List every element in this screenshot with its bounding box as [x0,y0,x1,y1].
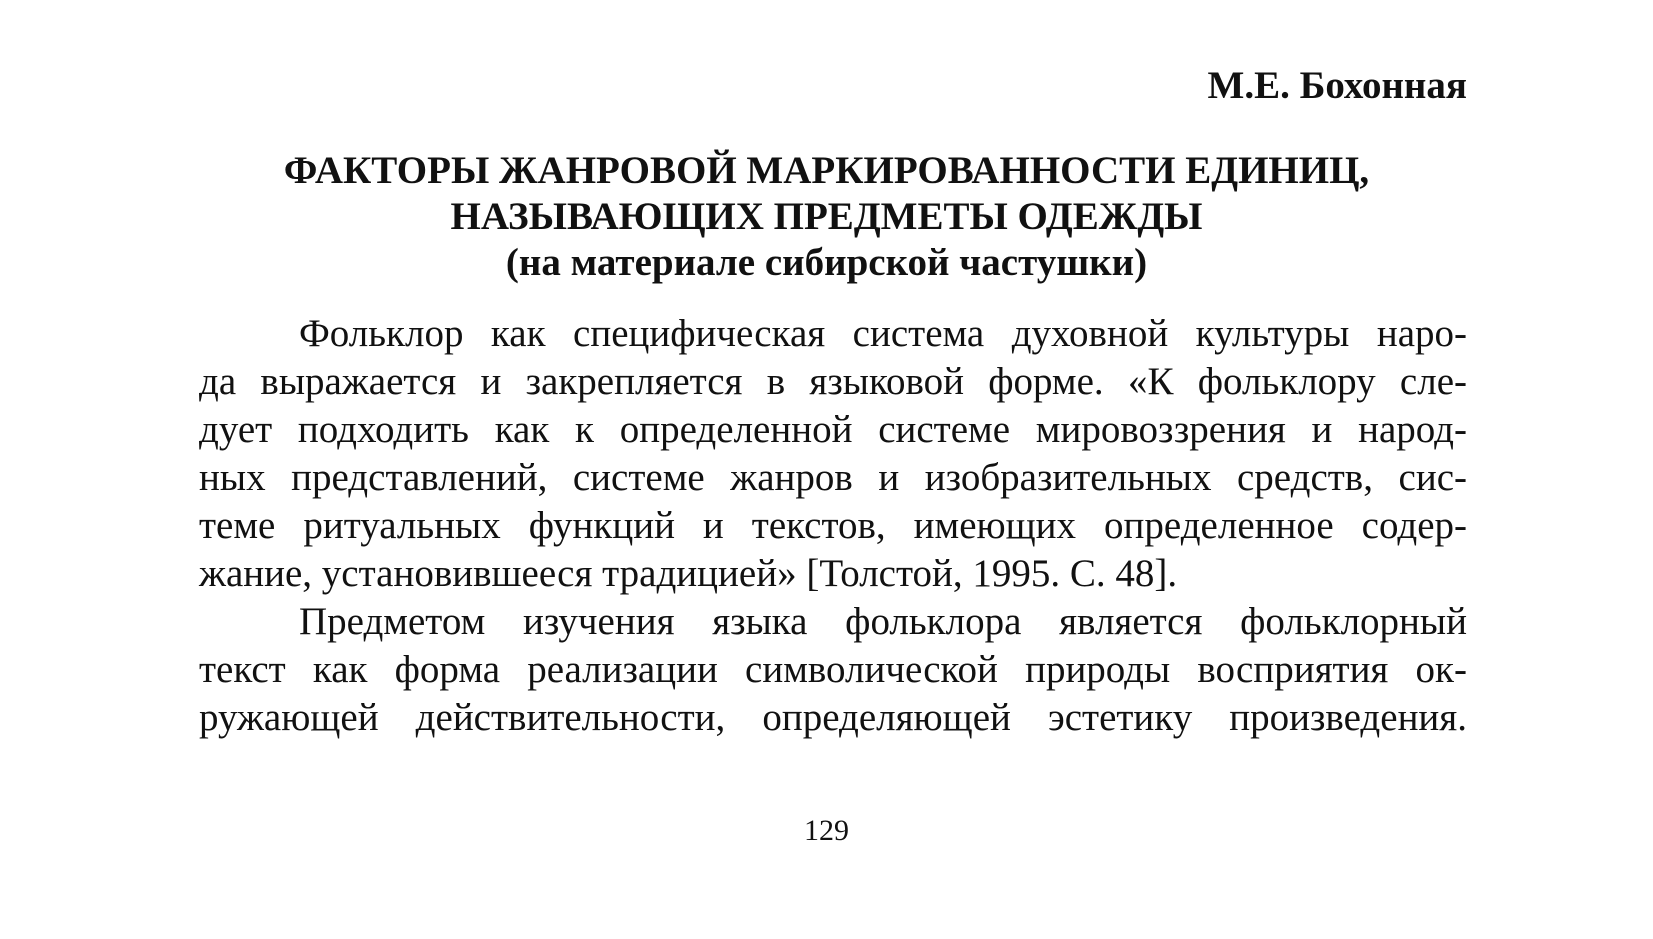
text-line: текст как форма реализации символической природы восприятия ок- [199,648,1467,691]
text-line: да выражается и закрепляется в языковой форме. «К фольклору сле- [199,360,1467,403]
title-line: ФАКТОРЫ ЖАНРОВОЙ МАРКИРОВАННОСТИ ЕДИНИЦ, [283,149,1370,192]
text-line: дует подходить как к определенной системе мировоззрения и народ- [199,408,1467,451]
article-subtitle: (на материале сибирской частушки) [505,241,1148,284]
text-line: Предметом изучения языка фольклора является фольклорный [299,600,1467,643]
text-line: ных представлений, системе жанров и изобразительных средств, сис- [199,456,1467,499]
title-line: НАЗЫВАЮЩИХ ПРЕДМЕТЫ ОДЕЖДЫ [450,195,1203,238]
text-line: теме ритуальных функций и текстов, имеющих определенное содер- [199,504,1467,547]
article-title [186,148,1467,286]
text-line: Фольклор как специфическая система духовной культуры наро- [299,312,1467,355]
page-number: 129 [804,814,849,847]
text-line: ружающей действительности, определяющей эстетику произведения. [199,696,1467,739]
author-name: М.Е. Бохонная [1207,64,1467,107]
paragraph-2 [199,598,1467,742]
text-line: жание, установившееся традицией» [Толстой, 1995. С. 48]. [199,552,1178,595]
article-body [199,310,1467,742]
paragraph-1 [199,310,1467,598]
